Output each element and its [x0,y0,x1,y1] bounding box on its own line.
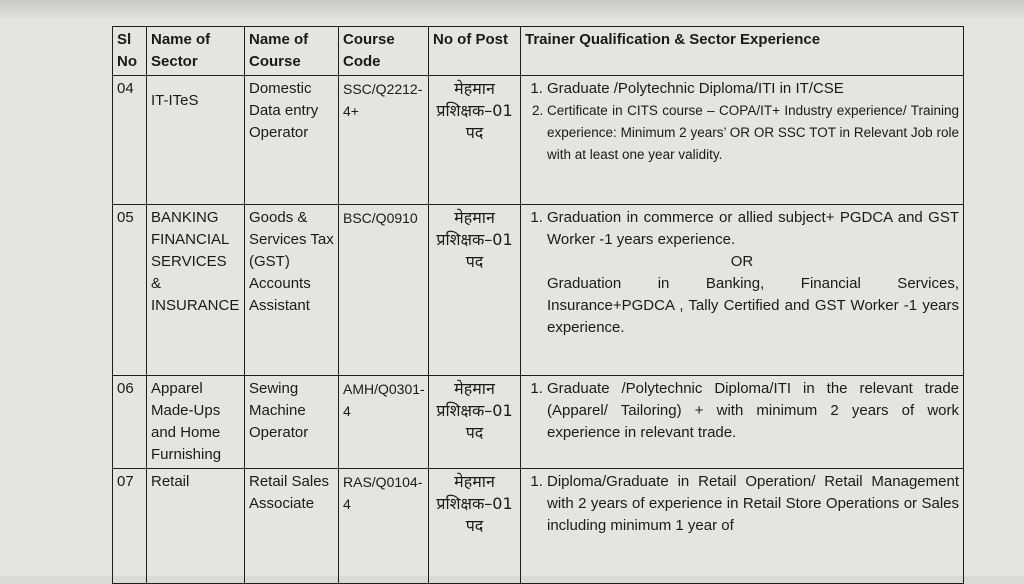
cell-sl: 04 [113,76,147,205]
table-header-row [113,27,964,76]
cell-course-code: BSC/Q0910 [339,205,429,376]
post-line-3: पद [465,516,484,535]
trainer-requirements-table [112,26,964,584]
post-line-2: प्रशिक्षक–01 [436,101,513,120]
table-row [113,76,964,205]
post-line-2: प्रशिक्षक–01 [436,230,513,249]
table-row [113,469,964,584]
cell-sector: Apparel Made-Ups and Home Furnishing [147,376,245,469]
qualification-item: 1. Graduation in commerce or allied subject+ PGDCA and GST Worker -1 years experience. [547,207,959,251]
cell-sl: 06 [113,376,147,469]
cell-no-of-post [429,376,521,469]
header-no-of-post: No of Post [429,27,521,76]
cell-sector: Retail [147,469,245,584]
or-separator: OR [730,253,754,270]
cell-qualification [521,469,964,584]
cell-sector [147,76,245,205]
qualification-item: 1. Diploma/Graduate in Retail Operation/ Retail Management with 2 years of experience in Retail Store Operations or Sales including minimum 1 year of [547,471,959,537]
table-row [113,376,964,469]
post-line-2: प्रशिक्षक–01 [436,494,513,513]
qualification-item: 2. Certificate in CITS course – COPA/IT+ Industry experience/ Training experience: Minimum 2 years’ OR OR SSC TOT in Relevant Job role with at least one year validity. [547,100,959,166]
cell-sector: BANKING FINANCIAL SERVICES & INSURANCE [147,205,245,376]
header-sl-no: Sl No [113,27,147,76]
post-line-3: पद [465,423,484,442]
post-line-1: मेहमान [454,208,495,227]
cell-no-of-post [429,469,521,584]
cell-course-code: RAS/Q0104-4 [339,469,429,584]
qualification-alternative: Graduation in Banking, Financial Services, Insurance+PGDCA , Tally Certified and GST Worker -1 years experience. [547,275,959,336]
cell-sl: 05 [113,205,147,376]
post-line-3: पद [465,252,484,271]
header-course: Name of Course [245,27,339,76]
qualification-item: 1. Graduate /Polytechnic Diploma/ITI in the relevant trade (Apparel/ Tailoring) + with minimum 2 years of work experience in relevant trade. [547,378,959,444]
qualification-item: 1. Graduate /Polytechnic Diploma/ITI in IT/CSE [547,78,959,100]
header-qualification: Trainer Qualification & Sector Experience [521,27,964,76]
cell-qualification [521,76,964,205]
cell-course: Retail Sales Associate [245,469,339,584]
cell-course-code: AMH/Q0301-4 [339,376,429,469]
table-row [113,205,964,376]
cell-qualification [521,376,964,469]
post-line-1: मेहमान [454,472,495,491]
cell-no-of-post [429,76,521,205]
cell-sl: 07 [113,469,147,584]
post-line-1: मेहमान [454,379,495,398]
post-line-2: प्रशिक्षक–01 [436,401,513,420]
header-course-code: Course Code [339,27,429,76]
sector-text: IT-ITeS [151,92,199,109]
header-sector: Name of Sector [147,27,245,76]
post-line-3: पद [465,123,484,142]
page-top-edge [0,0,1024,18]
cell-course: Sewing Machine Operator [245,376,339,469]
cell-qualification [521,205,964,376]
post-line-1: मेहमान [454,79,495,98]
cell-course: Domestic Data entry Operator [245,76,339,205]
cell-course: Goods & Services Tax (GST) Accounts Assistant [245,205,339,376]
cell-no-of-post [429,205,521,376]
cell-course-code: SSC/Q2212-4+ [339,76,429,205]
